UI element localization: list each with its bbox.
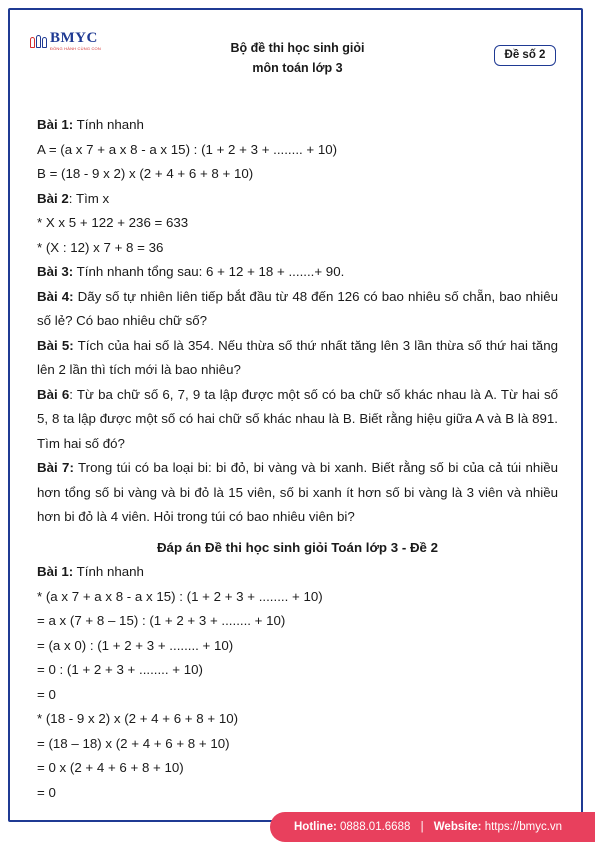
question-2-line: * (X : 12) x 7 + 8 = 36 <box>37 239 164 255</box>
question-5: Bài 5: Tích của hai số là 354. Nếu thừa số thứ nhất tăng lên 3 lần thừa số thứ hai tăng lên 2 lần thì tích mới là bao nhiêu? <box>37 337 558 377</box>
question-1-line: B = (18 - 9 x 2) x (2 + 4 + 6 + 8 + 10) <box>37 166 254 181</box>
question-2: Bài 2: Tìm x <box>37 190 110 206</box>
answer-section-title: Đáp án Đề thi học sinh giỏi Toán lớp 3 - Đề 2 <box>156 539 439 555</box>
title-line-2: môn toán lớp 3 <box>252 61 343 75</box>
question-1-line: A = (a x 7 + a x 8 - a x 15) : (1 + 2 + 3 + ........ + 10) <box>37 141 338 157</box>
answer-line: = (18 – 18) x (2 + 4 + 6 + 8 + 10) <box>37 735 230 751</box>
answer-line: * (a x 7 + a x 8 - a x 15) : (1 + 2 + 3 + ........ + 10) <box>37 588 323 604</box>
logo-name: BMYC <box>50 30 98 46</box>
answer-line: = 0 <box>37 686 56 702</box>
answer-line: = 0 x (2 + 4 + 6 + 8 + 10) <box>37 760 184 775</box>
website-label: Website: <box>433 821 482 833</box>
question-3: Bài 3: Tính nhanh tổng sau: 6 + 12 + 18 + .......+ 90. <box>37 264 345 279</box>
question-7: Bài 7: Trong túi có ba loại bi: bi đỏ, bi vàng và bi xanh. Biết rằng số bi của cả túi nhiều hơn tổng số bi vàng và bi đỏ là 15 viên, số bi xanh ít hơn số bi vàng là 3 viên và nhiều hơn bi đỏ là 4 viên. Hỏi trong túi có bao nhiêu viên bi? <box>37 460 558 524</box>
title-line-1: Bộ đề thi học sinh giỏi <box>230 41 365 55</box>
contact-footer <box>270 812 595 842</box>
exam-number-badge: Đề số 2 <box>494 45 556 66</box>
question-6: Bài 6: Từ ba chữ số 6, 7, 9 ta lập được một số có ba chữ số khác nhau là A. Từ hai số 5, 8 ta lập được một số có hai chữ số khác nhau là B. Biết rằng hiệu giữa A và B là 891. Tìm hai số đó? <box>37 386 558 451</box>
question-4: Bài 4: Dãy số tự nhiên liên tiếp bắt đầu từ 48 đến 126 có bao nhiêu số chẵn, bao nhiêu số lẻ? Có bao nhiêu chữ số? <box>37 288 558 328</box>
answer-line: = 0 : (1 + 2 + 3 + ........ + 10) <box>37 662 203 677</box>
answer-line: * (18 - 9 x 2) x (2 + 4 + 6 + 8 + 10) <box>37 711 239 726</box>
document-body <box>37 113 558 805</box>
answer-line: = a x (7 + 8 – 15) : (1 + 2 + 3 + ........ + 10) <box>37 613 286 628</box>
footer-separator: | <box>420 821 424 833</box>
answer-1-heading: Bài 1: Tính nhanh <box>37 564 144 579</box>
answer-line: = 0 <box>37 784 56 800</box>
hotline-number[interactable]: 0888.01.6688 <box>340 821 411 833</box>
hotline-label: Hotline: <box>294 821 337 833</box>
website-link[interactable]: https://bmyc.vn <box>484 821 563 833</box>
logo-slogan: ĐỒNG HÀNH CÙNG CON <box>50 46 101 51</box>
question-2-line: * X x 5 + 122 + 236 = 633 <box>37 215 189 230</box>
answer-line: = (a x 0) : (1 + 2 + 3 + ........ + 10) <box>37 637 234 653</box>
question-1: Bài 1: Tính nhanh <box>37 117 144 132</box>
